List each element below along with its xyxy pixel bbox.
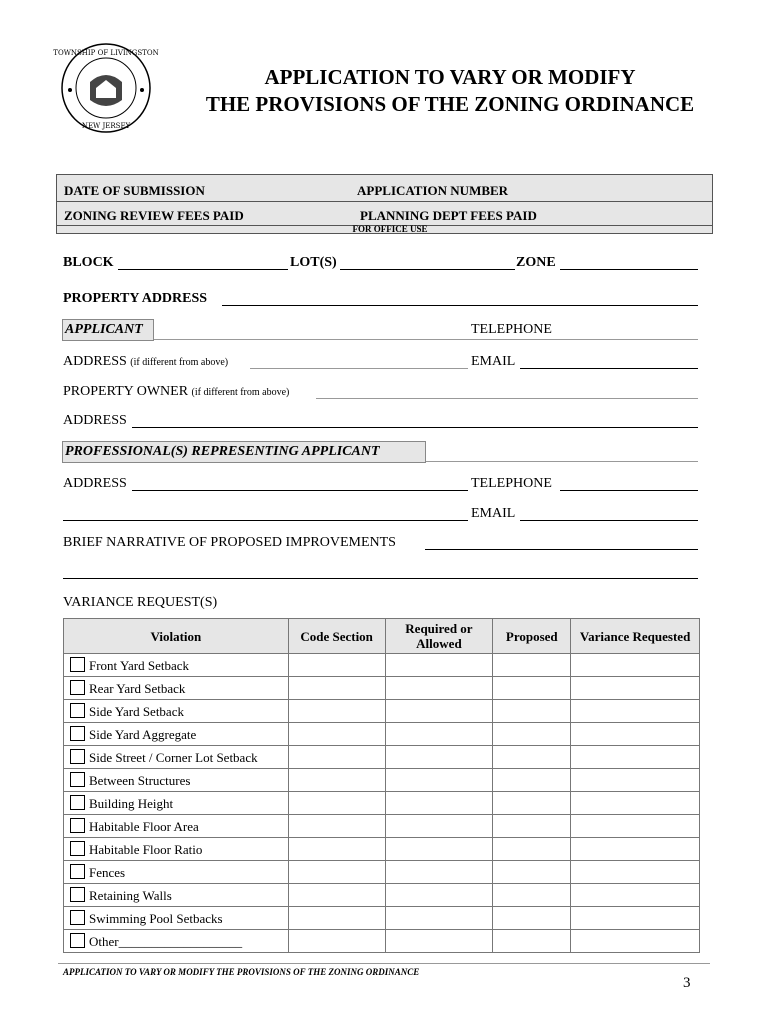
professional-address-field-2[interactable]: [63, 520, 468, 521]
violation-checkbox[interactable]: [70, 864, 85, 879]
proposed-cell[interactable]: [493, 815, 571, 838]
required-cell[interactable]: [385, 677, 493, 700]
code-section-cell[interactable]: [288, 884, 385, 907]
telephone-label: TELEPHONE: [471, 322, 552, 337]
code-section-cell[interactable]: [288, 907, 385, 930]
violation-label: Habitable Floor Ratio: [89, 841, 203, 857]
proposed-cell[interactable]: [493, 907, 571, 930]
violation-checkbox[interactable]: [70, 680, 85, 695]
violation-cell: [64, 769, 289, 792]
table-row: [64, 723, 700, 746]
owner-address-label: ADDRESS: [63, 413, 127, 428]
violation-cell: [64, 677, 289, 700]
violation-checkbox[interactable]: [70, 772, 85, 787]
violation-checkbox[interactable]: [70, 703, 85, 718]
proposed-cell[interactable]: [493, 930, 571, 953]
proposed-cell[interactable]: [493, 861, 571, 884]
svg-text:NEW JERSEY: NEW JERSEY: [81, 122, 131, 130]
violation-cell: [64, 746, 289, 769]
required-cell[interactable]: [385, 700, 493, 723]
code-section-cell[interactable]: [288, 815, 385, 838]
violation-checkbox[interactable]: [70, 726, 85, 741]
table-row: [64, 815, 700, 838]
code-section-cell[interactable]: [288, 677, 385, 700]
variance-cell[interactable]: [571, 884, 700, 907]
variance-cell[interactable]: [571, 792, 700, 815]
proposed-cell[interactable]: [493, 838, 571, 861]
table-row: [64, 930, 700, 953]
footer-divider: [58, 963, 710, 964]
variance-table: [63, 618, 700, 953]
variance-cell[interactable]: [571, 930, 700, 953]
professional-field[interactable]: [426, 461, 698, 462]
violation-checkbox[interactable]: [70, 657, 85, 672]
code-section-cell[interactable]: [288, 654, 385, 677]
code-section-cell[interactable]: [288, 861, 385, 884]
narrative-field-2[interactable]: [63, 578, 698, 579]
owner-address-field[interactable]: [132, 427, 698, 428]
required-header: Required or Allowed: [385, 619, 493, 654]
variance-cell[interactable]: [571, 746, 700, 769]
violation-cell: [64, 792, 289, 815]
required-cell[interactable]: [385, 884, 493, 907]
violation-label: Other: [89, 933, 119, 949]
required-cell[interactable]: [385, 838, 493, 861]
proposed-cell[interactable]: [493, 723, 571, 746]
for-office-use-label: FOR OFFICE USE: [352, 224, 428, 234]
block-field[interactable]: [118, 269, 288, 270]
table-row: [64, 654, 700, 677]
violation-cell: [64, 723, 289, 746]
application-number-label: APPLICATION NUMBER: [357, 183, 509, 198]
variance-cell[interactable]: [571, 723, 700, 746]
proposed-header: Proposed: [493, 619, 571, 654]
variance-cell[interactable]: [571, 907, 700, 930]
property-owner-field[interactable]: [316, 398, 698, 399]
required-cell[interactable]: [385, 861, 493, 884]
proposed-cell[interactable]: [493, 792, 571, 815]
svg-text:TOWNSHIP OF LIVINGSTON: TOWNSHIP OF LIVINGSTON: [53, 49, 159, 57]
violation-label: Between Structures: [89, 772, 191, 788]
block-label: BLOCK: [63, 255, 114, 270]
zone-field[interactable]: [560, 269, 698, 270]
violation-checkbox[interactable]: [70, 910, 85, 925]
proposed-cell[interactable]: [493, 700, 571, 723]
violation-label: Fences: [89, 864, 126, 880]
variance-cell[interactable]: [571, 769, 700, 792]
narrative-label: BRIEF NARRATIVE OF PROPOSED IMPROVEMENTS: [63, 535, 396, 550]
township-seal: [53, 42, 159, 134]
planning-fees-label: PLANNING DEPT FEES PAID: [360, 208, 537, 223]
professional-telephone-label: TELEPHONE: [471, 476, 552, 491]
violation-checkbox[interactable]: [70, 818, 85, 833]
code-section-cell[interactable]: [288, 838, 385, 861]
narrative-field[interactable]: [425, 549, 698, 550]
proposed-cell[interactable]: [493, 884, 571, 907]
footer-text: APPLICATION TO VARY OR MODIFY THE PROVISIONS OF THE ZONING ORDINANCE: [63, 967, 420, 977]
table-row: [64, 792, 700, 815]
violation-label: Side Yard Setback: [89, 703, 184, 719]
table-row: [64, 838, 700, 861]
violation-cell: [64, 861, 289, 884]
required-cell[interactable]: [385, 907, 493, 930]
violation-checkbox[interactable]: [70, 933, 85, 948]
violation-cell: [64, 838, 289, 861]
code-section-header: Code Section: [288, 619, 385, 654]
table-row: [64, 677, 700, 700]
violation-label: Building Height: [89, 795, 174, 811]
zoning-fees-label: ZONING REVIEW FEES PAID: [64, 208, 244, 223]
table-row: [64, 746, 700, 769]
violation-label: Swimming Pool Setbacks: [89, 910, 223, 926]
required-cell[interactable]: [385, 723, 493, 746]
code-section-cell[interactable]: [288, 792, 385, 815]
variance-cell[interactable]: [571, 815, 700, 838]
violation-cell: [64, 654, 289, 677]
violation-label: Habitable Floor Area: [89, 818, 199, 834]
violation-checkbox[interactable]: [70, 795, 85, 810]
proposed-cell[interactable]: [493, 654, 571, 677]
violation-label: Retaining Walls: [89, 887, 172, 903]
professional-email-field[interactable]: [520, 520, 698, 521]
code-section-cell[interactable]: [288, 723, 385, 746]
property-owner-label: PROPERTY OWNER (if different from above): [63, 384, 290, 399]
proposed-cell[interactable]: [493, 769, 571, 792]
property-address-label: PROPERTY ADDRESS: [63, 291, 208, 306]
table-row: [64, 769, 700, 792]
violation-cell: [64, 815, 289, 838]
required-cell[interactable]: [385, 654, 493, 677]
property-address-field[interactable]: [222, 305, 698, 306]
variance-cell[interactable]: [571, 861, 700, 884]
other-blank[interactable]: ___________________: [118, 933, 243, 949]
violation-cell: [64, 907, 289, 930]
violation-cell: [64, 884, 289, 907]
variance-cell[interactable]: [571, 654, 700, 677]
table-row: [64, 884, 700, 907]
violation-label: Rear Yard Setback: [89, 680, 186, 696]
lots-field[interactable]: [340, 269, 515, 270]
email-field[interactable]: [520, 368, 698, 369]
page-number: 3: [683, 975, 691, 991]
date-of-submission-label: DATE OF SUBMISSION: [64, 183, 205, 198]
violation-label: Side Yard Aggregate: [89, 726, 197, 742]
form-title-line2: THE PROVISIONS OF THE ZONING ORDINANCE: [205, 92, 695, 116]
address-label: ADDRESS (if different from above): [63, 354, 229, 369]
violation-checkbox[interactable]: [70, 841, 85, 856]
professional-address-label: ADDRESS: [63, 476, 127, 491]
variance-cell[interactable]: [571, 700, 700, 723]
required-cell[interactable]: [385, 769, 493, 792]
required-cell[interactable]: [385, 792, 493, 815]
table-row: [64, 907, 700, 930]
table-row: [64, 700, 700, 723]
variance-cell[interactable]: [571, 677, 700, 700]
table-row: [64, 861, 700, 884]
code-section-cell[interactable]: [288, 769, 385, 792]
email-label: EMAIL: [471, 354, 516, 369]
violation-label: Side Street / Corner Lot Setback: [89, 749, 258, 765]
variance-requested-header: Variance Requested: [571, 619, 700, 654]
variance-cell[interactable]: [571, 838, 700, 861]
lots-label: LOT(S): [290, 255, 337, 270]
violation-checkbox[interactable]: [70, 749, 85, 764]
code-section-cell[interactable]: [288, 930, 385, 953]
code-section-cell[interactable]: [288, 746, 385, 769]
professional-email-label: EMAIL: [471, 506, 516, 521]
violation-cell: [64, 700, 289, 723]
violation-header: Violation: [64, 619, 289, 654]
code-section-cell[interactable]: [288, 700, 385, 723]
applicant-heading: APPLICANT: [62, 319, 154, 341]
address-field[interactable]: [250, 368, 468, 369]
required-cell[interactable]: [385, 746, 493, 769]
form-title-line1: APPLICATION TO VARY OR MODIFY: [264, 65, 636, 89]
applicant-field[interactable]: [154, 339, 698, 340]
professional-telephone-field[interactable]: [560, 490, 698, 491]
required-cell[interactable]: [385, 815, 493, 838]
professional-address-field[interactable]: [132, 490, 468, 491]
professional-heading: PROFESSIONAL(S) REPRESENTING APPLICANT: [62, 441, 426, 463]
proposed-cell[interactable]: [493, 746, 571, 769]
proposed-cell[interactable]: [493, 677, 571, 700]
variance-requests-label: VARIANCE REQUEST(S): [63, 595, 218, 610]
violation-checkbox[interactable]: [70, 887, 85, 902]
violation-cell: [64, 930, 289, 953]
zone-label: ZONE: [516, 255, 556, 270]
required-cell[interactable]: [385, 930, 493, 953]
violation-label: Front Yard Setback: [89, 657, 190, 673]
